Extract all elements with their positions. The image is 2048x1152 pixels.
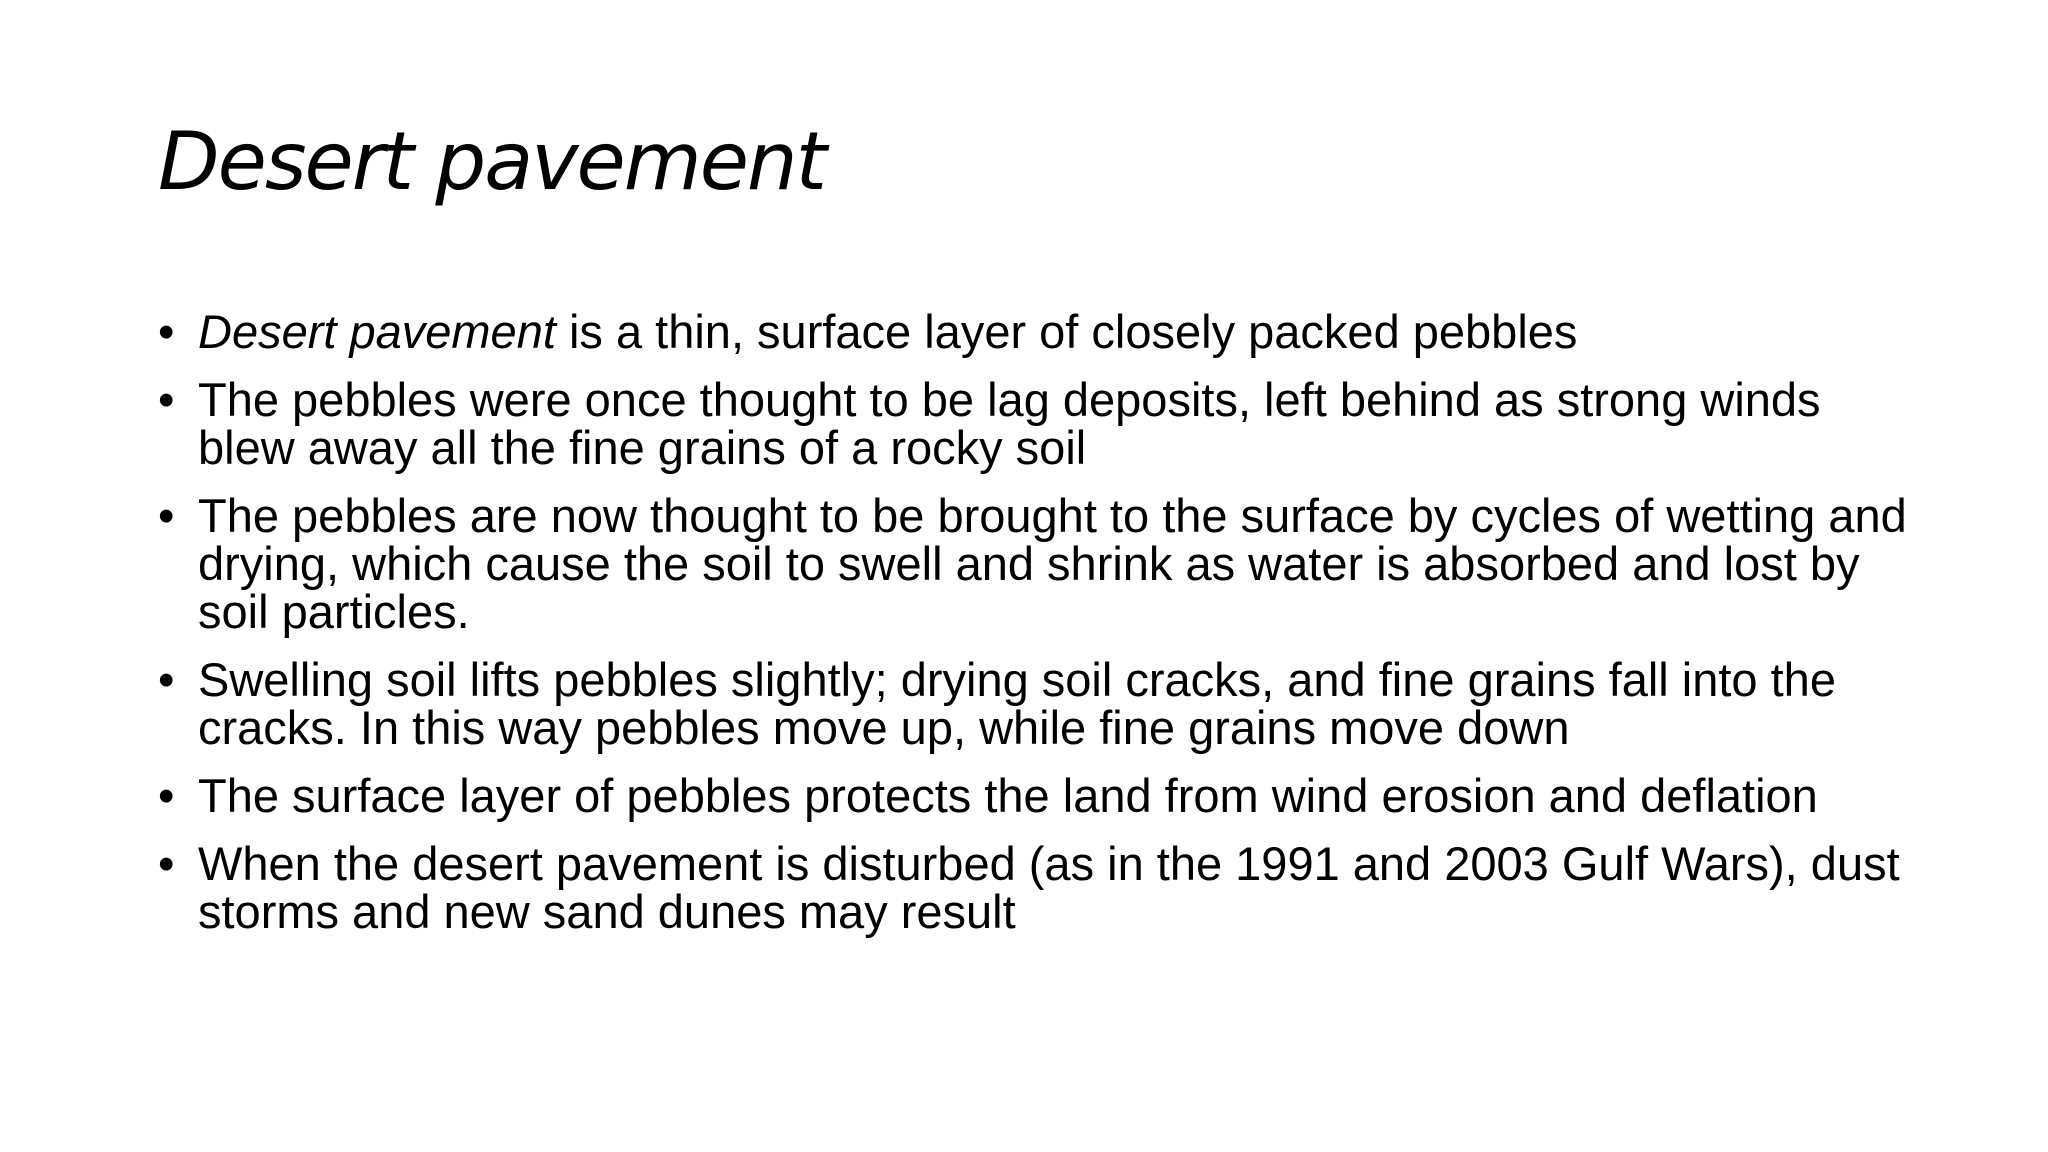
bullet-item [158, 305, 1918, 358]
bullet-list [158, 305, 1918, 956]
bullet-text: The pebbles were once thought to be lag deposits, left behind as strong winds blew away all the fine grains of a rocky soil [198, 373, 1821, 474]
bullet-text: When the desert pavement is disturbed (as in the 1991 and 2003 Gulf Wars), dust storms and new sand dunes may result [198, 837, 1900, 938]
bullet-item [158, 489, 1918, 638]
bullet-item [158, 373, 1918, 474]
bullet-item [158, 653, 1918, 754]
slide-title: Desert pavement [158, 115, 825, 208]
bullet-text: The pebbles are now thought to be brought to the surface by cycles of wetting and drying, which cause the soil to swell and shrink as water is absorbed and lost by soil particles. [198, 489, 1907, 638]
bullet-emphasis: Desert pavement [198, 305, 556, 358]
bullet-text: The surface layer of pebbles protects the land from wind erosion and deflation [198, 769, 1818, 822]
bullet-item [158, 769, 1918, 822]
bullet-item [158, 837, 1918, 938]
bullet-text: Swelling soil lifts pebbles slightly; drying soil cracks, and fine grains fall into the cracks. In this way pebbles move up, while fine grains move down [198, 653, 1836, 754]
bullet-text: is a thin, surface layer of closely packed pebbles [555, 305, 1578, 358]
